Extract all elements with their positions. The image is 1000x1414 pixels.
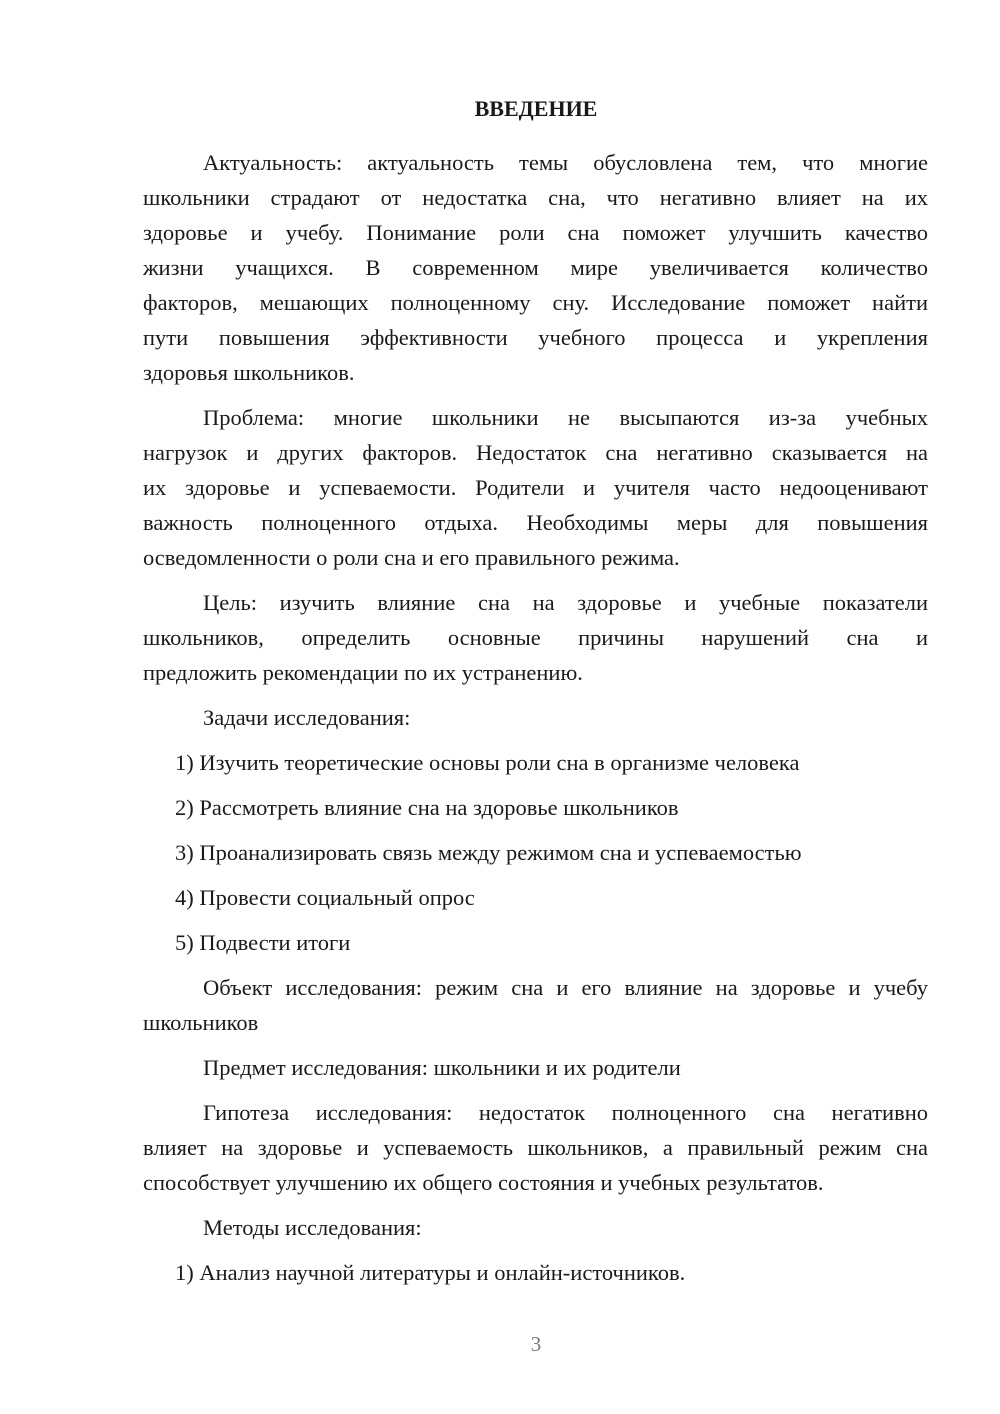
- text-line: 2) Рассмотреть влияние сна на здоровье школьников: [175, 795, 679, 820]
- text-line: важность полноценного отдыха. Необходимы меры для повышения: [143, 510, 928, 535]
- text-line: школьники страдают от недостатка сна, что негативно влияет на их: [143, 185, 928, 210]
- text-line: здоровье и учебу. Понимание роли сна поможет улучшить качество: [143, 220, 928, 245]
- paragraph: [143, 1095, 928, 1200]
- text-line: 5) Подвести итоги: [175, 930, 351, 955]
- text-line: способствует улучшению их общего состояния и учебных результатов.: [143, 1170, 824, 1195]
- section-heading: ВВЕДЕНИЕ: [474, 96, 598, 121]
- paragraph: [143, 700, 928, 735]
- text-line: пути повышения эффективности учебного процесса и укрепления: [143, 325, 928, 350]
- text-line: Проблема: многие школьники не высыпаются из-за учебных: [203, 405, 928, 430]
- list-item: [143, 835, 928, 870]
- text-line: Цель: изучить влияние сна на здоровье и учебные показатели: [203, 590, 928, 615]
- text-line: факторов, мешающих полноценному сну. Исследование поможет найти: [143, 290, 928, 315]
- text-line: Гипотеза исследования: недостаток полноценного сна негативно: [203, 1100, 928, 1125]
- list-item: [143, 925, 928, 960]
- text-line: осведомленности о роли сна и его правильного режима.: [143, 545, 680, 570]
- text-line: Задачи исследования:: [203, 705, 411, 730]
- list-item: [143, 745, 928, 780]
- list-item: [143, 1255, 928, 1290]
- text-line: Объект исследования: режим сна и его влияние на здоровье и учебу: [203, 975, 928, 1000]
- text-line: 1) Изучить теоретические основы роли сна в организме человека: [175, 750, 800, 775]
- text-line: влияет на здоровье и успеваемость школьников, а правильный режим сна: [143, 1135, 928, 1160]
- text-line: школьников: [143, 1010, 259, 1035]
- text-line: Предмет исследования: школьники и их родители: [203, 1055, 681, 1080]
- text-line: Актуальность: актуальность темы обусловлена тем, что многие: [203, 150, 928, 175]
- text-line: Методы исследования:: [203, 1215, 422, 1240]
- text-line: 4) Провести социальный опрос: [175, 885, 475, 910]
- text-line: предложить рекомендации по их устранению.: [143, 660, 583, 685]
- text-line: здоровья школьников.: [143, 360, 355, 385]
- page-number: 3: [530, 1332, 542, 1356]
- text-line: нагрузок и других факторов. Недостаток сна негативно сказывается на: [143, 440, 928, 465]
- paragraph: [143, 145, 928, 390]
- text-line: жизни учащихся. В современном мире увеличивается количество: [143, 255, 928, 280]
- text-line: школьников, определить основные причины нарушений сна и: [143, 625, 928, 650]
- document-body: [143, 145, 928, 1300]
- text-line: 1) Анализ научной литературы и онлайн-источников.: [175, 1260, 686, 1285]
- paragraph: [143, 1210, 928, 1245]
- list-item: [143, 790, 928, 825]
- paragraph: [143, 400, 928, 575]
- list-item: [143, 880, 928, 915]
- text-line: 3) Проанализировать связь между режимом сна и успеваемостью: [175, 840, 802, 865]
- paragraph: [143, 585, 928, 690]
- paragraph: [143, 1050, 928, 1085]
- text-line: их здоровье и успеваемости. Родители и учителя часто недооценивают: [143, 475, 928, 500]
- paragraph: [143, 970, 928, 1040]
